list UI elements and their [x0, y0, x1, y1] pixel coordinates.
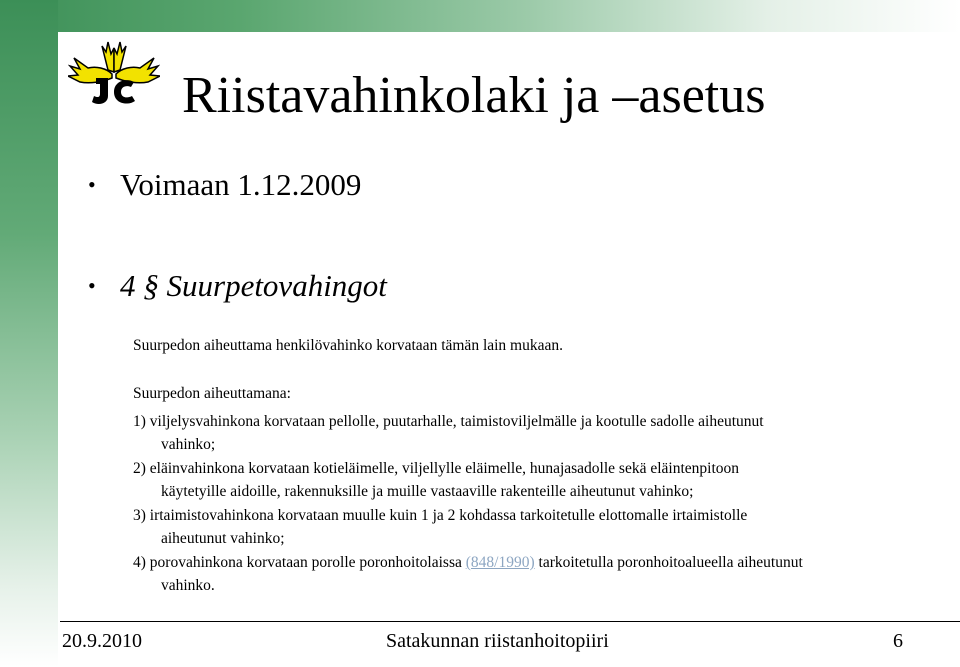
bullet-symbol: • [88, 172, 96, 197]
background-gradient-left [0, 0, 58, 667]
list-item-4-text-pre: 4) porovahinkona korvataan porolle poronhoitolaissa [133, 554, 466, 571]
list-item-3-line-1: 3) irtaimistovahinkona korvataan muulle kuin 1 ja 2 kohdassa tarkoitetulle elottomalle irtaimistolle [133, 507, 748, 524]
slide-title: Riistavahinkolaki ja –asetus [182, 67, 766, 124]
footer-page-number: 6 [893, 630, 903, 652]
list-item-2-line-1: 2) eläinvahinkona korvataan kotieläimelle, viljellylle eläimelle, hunajasadolle sekä eläintenpitoon [133, 460, 740, 477]
body-intro: Suurpedon aiheuttama henkilövahinko korvataan tämän lain mukaan. [133, 337, 563, 354]
bullet-symbol: • [88, 273, 96, 298]
bullet-text: Voimaan 1.12.2009 [120, 167, 362, 202]
bullet-text: 4 § Suurpetovahingot [120, 268, 387, 303]
footer-organization: Satakunnan riistanhoitopiiri [386, 630, 609, 652]
list-item-4-line-1 [133, 552, 803, 574]
background-gradient-top [0, 0, 960, 32]
list-item-1-line-1: 1) viljelysvahinkona korvataan pellolle, puutarhalle, taimistoviljelmälle ja kootulle sadolle aiheutunut [133, 413, 764, 430]
footer-date: 20.9.2010 [62, 630, 142, 652]
law-reference-link[interactable]: (848/1990) [465, 554, 535, 571]
list-item-2-line-2: käytetyille aidoille, rakennuksille ja muille vastaaville rakenteille aiheutunut vahinko; [161, 483, 694, 500]
list-item-4-line-2: vahinko. [161, 577, 215, 594]
moose-antler-logo-icon [68, 38, 160, 108]
body-lead: Suurpedon aiheuttamana: [133, 385, 291, 402]
list-item-4-text-post: tarkoitetulla poronhoitoalueella aiheutunut [534, 554, 803, 571]
footer-divider [60, 621, 960, 622]
list-item-1-line-2: vahinko; [161, 436, 216, 453]
list-item-3-line-2: aiheutunut vahinko; [161, 530, 285, 547]
